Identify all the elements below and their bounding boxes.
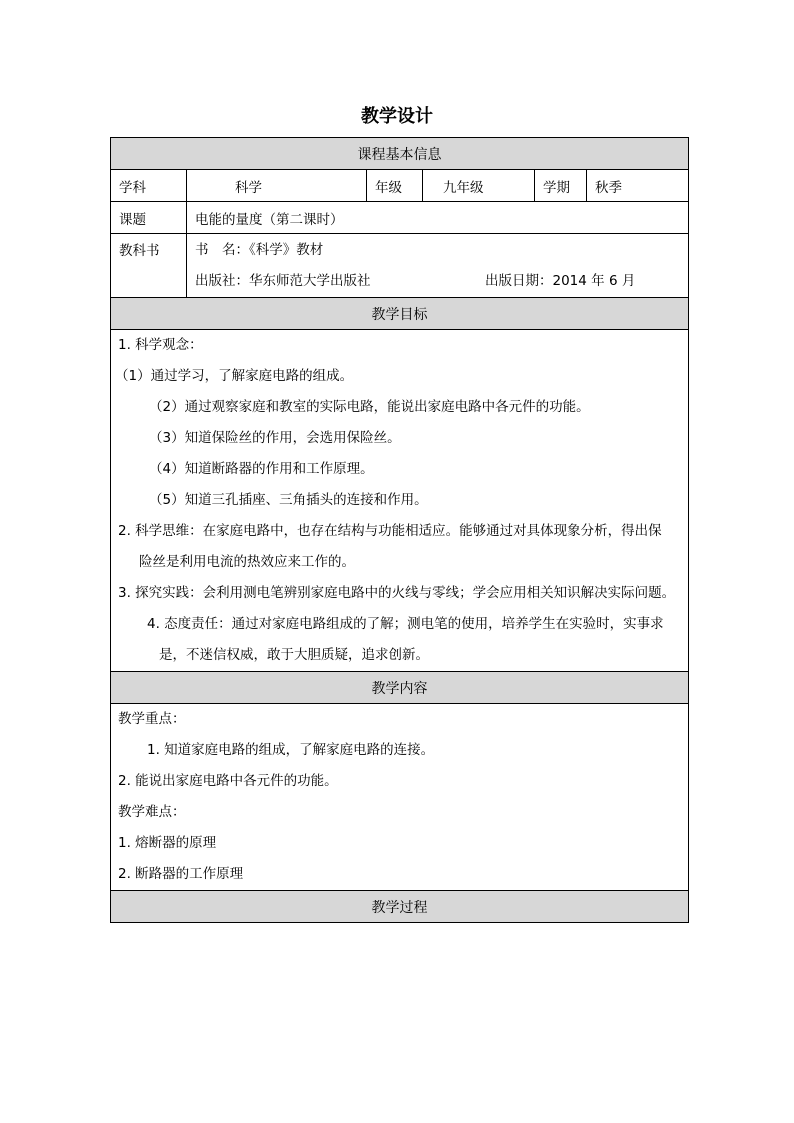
- content-line: 教学难点：: [118, 804, 186, 820]
- goal-line: 是，不迷信权威，敢于大胆质疑，追求创新。: [159, 647, 429, 663]
- topic-value: 电能的量度（第二课时）: [187, 202, 689, 234]
- lesson-plan-table: [110, 137, 689, 923]
- goal-line: 4. 态度责任：通过对家庭电路组成的了解；测电笔的使用，培养学生在实验时，实事求: [147, 616, 664, 632]
- section-title-process: 教学过程: [111, 891, 689, 923]
- section-title-goals: 教学目标: [111, 298, 689, 330]
- term-label: 学期: [535, 170, 587, 202]
- content-line: 1. 熔断器的原理: [118, 835, 217, 851]
- goal-line: 2. 科学思维：在家庭电路中，也存在结构与功能相适应。能够通过对具体现象分析，得出保: [118, 523, 662, 539]
- section-header-process: [111, 891, 689, 923]
- topic-label: 课题: [111, 202, 187, 234]
- goal-line: （4）知道断路器的作用和工作原理。: [149, 461, 374, 477]
- publisher: 出版社：华东师范大学出版社: [195, 272, 371, 289]
- goal-line: （5）知道三孔插座、三角插头的连接和作用。: [149, 492, 428, 508]
- section-title-basic: 课程基本信息: [111, 138, 689, 170]
- publish-date: 出版日期：2014 年 6 月: [485, 272, 636, 289]
- content-line: 2. 断路器的工作原理: [118, 866, 244, 882]
- subject-label: 学科: [111, 170, 187, 202]
- grade-value: 九年级: [423, 170, 535, 202]
- info-row-textbook: [111, 234, 689, 298]
- content-row: [111, 704, 689, 891]
- textbook-label: 教科书: [111, 234, 187, 298]
- goals-row: [111, 330, 689, 672]
- section-header-content: [111, 672, 689, 704]
- textbook-details: [187, 234, 689, 298]
- goal-line: （1）通过学习，了解家庭电路的组成。: [115, 368, 354, 384]
- section-header-goals: [111, 298, 689, 330]
- goals-list: [111, 330, 689, 672]
- document-title: 教学设计: [361, 106, 433, 127]
- content-line: 2. 能说出家庭电路中各元件的功能。: [118, 773, 338, 789]
- grade-label: 年级: [367, 170, 423, 202]
- content-list: [111, 704, 689, 891]
- book-name: 书 名：《科学》教材: [195, 241, 324, 258]
- goal-line: 险丝是利用电流的热效应来工作的。: [139, 554, 355, 570]
- publisher-line: [195, 266, 688, 297]
- goal-line: （2）通过观察家庭和教室的实际电路，能说出家庭电路中各元件的功能。: [149, 399, 590, 415]
- section-title-content: 教学内容: [111, 672, 689, 704]
- info-row-subject: [111, 170, 689, 202]
- term-value: 秋季: [587, 170, 689, 202]
- subject-value: 科学: [187, 170, 367, 202]
- content-line: 1. 知道家庭电路的组成，了解家庭电路的连接。: [147, 742, 435, 758]
- goal-line: 3. 探究实践：会利用测电笔辨别家庭电路中的火线与零线；学会应用相关知识解决实际问题。: [118, 585, 676, 601]
- goal-line: 1. 科学观念：: [118, 337, 203, 353]
- info-row-topic: [111, 202, 689, 234]
- content-line: 教学重点：: [118, 711, 186, 727]
- goal-line: （3）知道保险丝的作用，会选用保险丝。: [149, 430, 401, 446]
- section-header-basic: [111, 138, 689, 170]
